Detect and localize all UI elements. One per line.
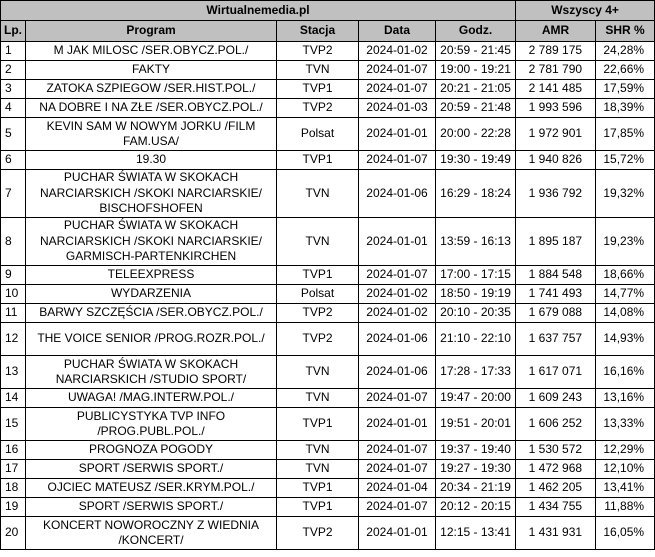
cell-amr: 1 972 901 [516,118,596,151]
cell-godz: 19:51 - 20:01 [436,408,516,441]
cell-program: OJCIEC MATEUSZ /SER.KRYM.POL./ [26,479,277,498]
cell-amr: 1 741 493 [516,285,596,304]
table-row [1,42,655,61]
cell-shr: 18,39% [596,99,655,118]
col-header-stacja: Stacja [277,21,359,42]
cell-data: 2024-01-07 [359,441,436,460]
cell-godz: 16:29 - 18:24 [436,170,516,218]
table-row [1,118,655,151]
cell-shr: 14,77% [596,285,655,304]
cell-godz: 19:37 - 19:40 [436,441,516,460]
cell-program: SPORT /SERWIS SPORT./ [26,460,277,479]
cell-lp: 19 [1,498,26,517]
cell-shr: 15,72% [596,151,655,170]
cell-program: M JAK MILOSC /SER.OBYCZ.POL./ [26,42,277,61]
cell-data: 2024-01-02 [359,285,436,304]
cell-amr: 1 617 071 [516,356,596,389]
cell-data: 2024-01-07 [359,266,436,285]
cell-program: TELEEXPRESS [26,266,277,285]
cell-godz: 21:10 - 22:10 [436,323,516,356]
cell-shr: 13,41% [596,479,655,498]
cell-data: 2024-01-07 [359,498,436,517]
cell-amr: 1 936 792 [516,170,596,218]
cell-lp: 9 [1,266,26,285]
table-row [1,323,655,356]
cell-stacja: TVP2 [277,304,359,323]
cell-shr: 18,66% [596,266,655,285]
cell-data: 2024-01-06 [359,356,436,389]
cell-stacja: TVP1 [277,266,359,285]
cell-shr: 12,10% [596,460,655,479]
cell-data: 2024-01-02 [359,42,436,61]
cell-lp: 17 [1,460,26,479]
cell-shr: 17,85% [596,118,655,151]
cell-lp: 13 [1,356,26,389]
cell-stacja: TVN [277,389,359,408]
cell-stacja: TVP1 [277,408,359,441]
cell-stacja: TVN [277,218,359,266]
cell-data: 2024-01-01 [359,517,436,550]
cell-stacja: TVP1 [277,151,359,170]
cell-program: PROGNOZA POGODY [26,441,277,460]
cell-lp: 16 [1,441,26,460]
cell-stacja: TVP2 [277,323,359,356]
cell-shr: 14,08% [596,304,655,323]
cell-program: UWAGA! /MAG.INTERW.POL./ [26,389,277,408]
cell-data: 2024-01-01 [359,408,436,441]
cell-shr: 11,88% [596,498,655,517]
cell-godz: 20:21 - 21:05 [436,80,516,99]
cell-lp: 1 [1,42,26,61]
table-row [1,61,655,80]
cell-lp: 15 [1,408,26,441]
table-row [1,285,655,304]
cell-lp: 20 [1,517,26,550]
cell-godz: 12:15 - 13:41 [436,517,516,550]
cell-amr: 1 431 931 [516,517,596,550]
cell-lp: 2 [1,61,26,80]
cell-godz: 20:59 - 21:48 [436,99,516,118]
cell-stacja: TVN [277,460,359,479]
table-row [1,441,655,460]
cell-godz: 17:28 - 17:33 [436,356,516,389]
cell-lp: 6 [1,151,26,170]
cell-amr: 1 530 572 [516,441,596,460]
cell-godz: 17:00 - 17:15 [436,266,516,285]
cell-lp: 14 [1,389,26,408]
cell-data: 2024-01-04 [359,479,436,498]
cell-data: 2024-01-02 [359,304,436,323]
cell-amr: 1 609 243 [516,389,596,408]
cell-shr: 13,33% [596,408,655,441]
cell-amr: 1 679 088 [516,304,596,323]
cell-amr: 1 895 187 [516,218,596,266]
cell-stacja: TVP2 [277,99,359,118]
cell-amr: 2 141 485 [516,80,596,99]
cell-lp: 8 [1,218,26,266]
cell-amr: 1 606 252 [516,408,596,441]
cell-godz: 19:00 - 19:21 [436,61,516,80]
cell-shr: 12,29% [596,441,655,460]
table-row [1,99,655,118]
cell-data: 2024-01-07 [359,460,436,479]
cell-data: 2024-01-03 [359,99,436,118]
cell-stacja: Polsat [277,285,359,304]
cell-amr: 1 940 826 [516,151,596,170]
cell-godz: 19:27 - 19:30 [436,460,516,479]
cell-shr: 16,05% [596,517,655,550]
table-row [1,479,655,498]
cell-stacja: TVN [277,356,359,389]
cell-data: 2024-01-01 [359,118,436,151]
cell-lp: 11 [1,304,26,323]
table-row [1,389,655,408]
cell-godz: 20:00 - 22:28 [436,118,516,151]
cell-shr: 16,16% [596,356,655,389]
cell-amr: 1 462 205 [516,479,596,498]
audience-header: Wszyscy 4+ [516,1,655,21]
cell-program: PUCHAR ŚWIATA W SKOKACH NARCIARSKICH /SKOKI NARCIARSKIE/ GARMISCH-PARTENKIRCHEN [26,218,277,266]
cell-godz: 13:59 - 16:13 [436,218,516,266]
cell-godz: 18:50 - 19:19 [436,285,516,304]
source-header: Wirtualnemedia.pl [1,1,516,21]
cell-amr: 1 472 968 [516,460,596,479]
table-row [1,460,655,479]
cell-program: NA DOBRE I NA ZŁE /SER.OBYCZ.POL./ [26,99,277,118]
cell-data: 2024-01-07 [359,389,436,408]
cell-shr: 13,16% [596,389,655,408]
cell-program: KONCERT NOWOROCZNY Z WIEDNIA /KONCERT/ [26,517,277,550]
table-row [1,170,655,218]
cell-lp: 10 [1,285,26,304]
cell-amr: 1 993 596 [516,99,596,118]
table-row [1,517,655,550]
cell-lp: 3 [1,80,26,99]
col-header-data: Data [359,21,436,42]
col-header-lp: Lp. [1,21,26,42]
cell-stacja: TVP1 [277,80,359,99]
cell-shr: 14,93% [596,323,655,356]
cell-stacja: Polsat [277,118,359,151]
col-header-shr: SHR % [596,21,655,42]
cell-godz: 20:12 - 20:15 [436,498,516,517]
cell-lp: 7 [1,170,26,218]
cell-data: 2024-01-07 [359,80,436,99]
table-body [1,42,655,550]
col-header-godz: Godz. [436,21,516,42]
cell-program: BARWY SZCZĘŚCIA /SER.OBYCZ.POL./ [26,304,277,323]
cell-shr: 22,66% [596,61,655,80]
cell-godz: 19:30 - 19:49 [436,151,516,170]
cell-program: WYDARZENIA [26,285,277,304]
cell-godz: 20:59 - 21:45 [436,42,516,61]
cell-program: THE VOICE SENIOR /PROG.ROZR.POL./ [26,323,277,356]
table-row [1,218,655,266]
table-row [1,266,655,285]
table-row [1,80,655,99]
cell-shr: 19,32% [596,170,655,218]
cell-program: 19.30 [26,151,277,170]
cell-lp: 12 [1,323,26,356]
cell-godz: 19:47 - 20:00 [436,389,516,408]
cell-lp: 18 [1,479,26,498]
cell-godz: 20:34 - 21:19 [436,479,516,498]
cell-data: 2024-01-06 [359,170,436,218]
cell-amr: 1 637 757 [516,323,596,356]
table-row [1,498,655,517]
cell-program: FAKTY [26,61,277,80]
cell-lp: 4 [1,99,26,118]
cell-amr: 2 789 175 [516,42,596,61]
table-row [1,408,655,441]
cell-stacja: TVP1 [277,498,359,517]
cell-amr: 1 884 548 [516,266,596,285]
cell-godz: 20:10 - 20:35 [436,304,516,323]
header-columns-row [1,21,655,42]
cell-data: 2024-01-01 [359,218,436,266]
col-header-program: Program [26,21,277,42]
cell-stacja: TVN [277,170,359,218]
cell-program: PUCHAR ŚWIATA W SKOKACH NARCIARSKICH /SKOKI NARCIARSKIE/ BISCHOFSHOFEN [26,170,277,218]
cell-shr: 24,28% [596,42,655,61]
cell-program: SPORT /SERWIS SPORT./ [26,498,277,517]
table-row [1,151,655,170]
cell-stacja: TVP1 [277,479,359,498]
cell-lp: 5 [1,118,26,151]
col-header-amr: AMR [516,21,596,42]
cell-program: ZATOKA SZPIEGOW /SER.HIST.POL./ [26,80,277,99]
cell-stacja: TVP2 [277,517,359,550]
cell-data: 2024-01-06 [359,323,436,356]
table-row [1,356,655,389]
cell-program: PUCHAR ŚWIATA W SKOKACH NARCIARSKICH /STUDIO SPORT/ [26,356,277,389]
cell-stacja: TVP2 [277,42,359,61]
cell-program: KEVIN SAM W NOWYM JORKU /FILM FAM.USA/ [26,118,277,151]
cell-amr: 2 781 790 [516,61,596,80]
table-row [1,304,655,323]
cell-program: PUBLICYSTYKA TVP INFO /PROG.PUBL.POL./ [26,408,277,441]
cell-amr: 1 434 755 [516,498,596,517]
cell-data: 2024-01-07 [359,61,436,80]
cell-shr: 19,23% [596,218,655,266]
cell-data: 2024-01-07 [359,151,436,170]
cell-shr: 17,59% [596,80,655,99]
cell-stacja: TVN [277,441,359,460]
cell-stacja: TVN [277,61,359,80]
header-group-row [1,1,655,21]
